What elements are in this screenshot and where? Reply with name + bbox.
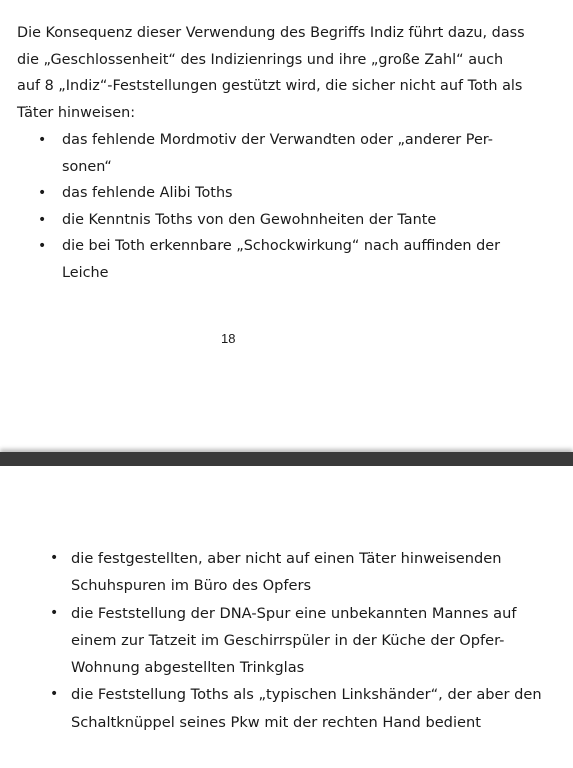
list-item-line: die Feststellung Toths als „typischen Linkshänder“, der aber den [71,686,542,704]
bullet-icon: • [50,604,59,621]
list-item-line: einem zur Tatzeit im Geschirrspüler in der Küche der Opfer- [71,631,505,649]
paragraph-line: Täter hinweisen: [17,104,136,121]
page-number: 18 [221,331,236,346]
bullet-icon: • [38,185,47,201]
indiz-bullet-list-top [38,127,532,286]
indiz-bullet-list-bottom [50,545,542,736]
bullet-icon: • [38,238,47,254]
paragraph-line: auf 8 „Indiz“-Feststellungen gestützt wird, die sicher nicht auf Toth als [17,78,523,94]
list-item [50,600,541,682]
list-item [50,545,541,600]
list-item [38,207,532,234]
list-item [38,180,532,207]
list-item-line: Leiche [62,264,109,281]
list-item-line: die festgestellten, aber nicht auf einen Täter hinweisenden [71,550,502,567]
page-break-divider [0,452,573,466]
bullet-icon: • [38,211,47,228]
list-item-line: die Feststellung der DNA-Spur eine unbekannten Mannes auf [71,604,517,622]
list-item [38,127,532,180]
bullet-icon: • [50,686,59,703]
list-item-line: die Kenntnis Toths von den Gewohnheiten der Tante [62,211,437,228]
list-item [50,681,542,736]
list-item-line: das fehlende Alibi Toths [62,185,233,201]
intro-paragraph [17,20,537,126]
list-item-line: Schaltknüppel seines Pkw mit der rechten Hand bedient [71,713,481,731]
paragraph-line: die „Geschlossenheit“ des Indizienrings und ihre „große Zahl“ auch [17,51,504,68]
list-item-line: das fehlende Mordmotiv der Verwandten oder „anderer Per- [62,132,494,148]
bullet-icon: • [50,550,59,566]
list-item-line: Wohnung abgestellten Trinkglas [71,659,305,677]
list-item-line: sonen“ [62,158,112,175]
list-item-line: die bei Toth erkennbare „Schockwirkung“ nach auffinden der [62,238,501,254]
paragraph-line: Die Konsequenz dieser Verwendung des Begriffs Indiz führt dazu, dass [17,25,525,41]
document-page-bottom [0,466,573,768]
list-item [38,233,532,286]
list-item-line: Schuhspuren im Büro des Opfers [71,577,312,595]
bullet-icon: • [38,132,47,148]
